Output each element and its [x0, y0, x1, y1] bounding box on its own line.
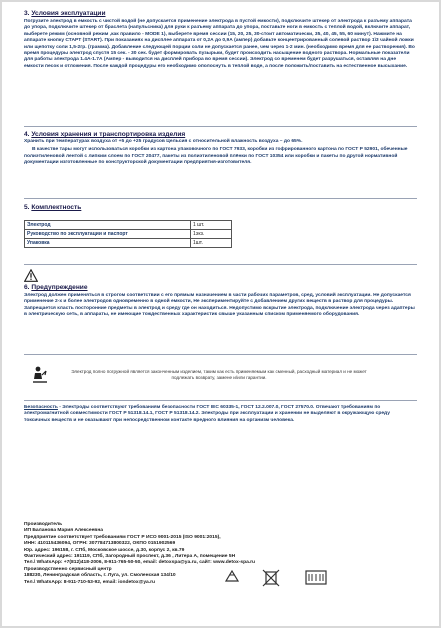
divider [24, 126, 417, 127]
service-center-title: Производственно сервисный центр [24, 566, 112, 572]
divider [24, 400, 417, 401]
disposal-note: Электрод полно погружной является законченным изделием, таким как есть применяемым как сменный, расходный материал и не может подлежать возврату, замене и/или гарантии. [71, 369, 367, 380]
section-storage-transport [24, 131, 417, 167]
section-6-text: Электрод должен применяться в строгом соответствии с его прямым назначением в части рабочих параметров, сред, условий эксплуатации. Не допускается применение 2-х и более электродов одновременно в одной емкости, Не экспериментируйте с добавлением других веществ в раствор для процедуры. Запрещается класть посторонние предметы в электрод и среду где он находиться. Недопустимо вскрытие электрода, подключение электрода через адаптеры в электрическую сеть, в аппараты, не имеющие тождественных характеристик свыше указанным списком применяемого оборудования. [24, 293, 415, 318]
table-cell-item: Руководство по эксплуатации и паспорт [25, 230, 191, 239]
eac-mark-icon [306, 571, 326, 584]
divider [24, 264, 417, 265]
manufacturer-contacts: Тел.\ WhatsApp: +7(812)418-2006, 8-911-765-50-50, email: detoxspa@ya.ru, сайт: www.detox-spa.ru [24, 560, 256, 566]
table-cell-item: Электрод [25, 221, 191, 230]
table-row [25, 221, 232, 230]
manufacturer-certs: Предприятие соответствует требованиям ГОСТ Р ИСО 9001-2015 (ISO 9001:2015), [24, 534, 221, 540]
service-center-contacts: Тел.\ WhatsApp: 8-911-710-53-92, email: iondetox@ya.ru [24, 579, 156, 585]
table-cell-item: Упаковка [25, 239, 191, 248]
table-cell-qty: 1 шт. [191, 221, 232, 230]
section-warning [24, 284, 417, 319]
section-4-heading [24, 131, 417, 138]
section-4-number: 4. [24, 131, 30, 138]
section-6-number: 6. [24, 284, 30, 291]
section-3-heading [24, 10, 417, 17]
certification-marks [214, 567, 334, 589]
divider [24, 354, 417, 355]
table-row [25, 230, 232, 239]
table-row [25, 239, 232, 248]
crossed-bin-icon [263, 570, 279, 586]
safety-label: Безопасность [24, 405, 58, 410]
safety-paragraph [24, 405, 417, 424]
section-6-title: Предупреждение [31, 284, 88, 291]
table-cell-qty: 1экз. [191, 230, 232, 239]
manufacturer-name: ИП Баланова Мария Алексеевна [24, 528, 103, 534]
section-5-number: 5. [24, 204, 30, 211]
section-5-title: Комплектность [31, 204, 82, 211]
section-4-title: Условия хранения и транспортировка изделия [31, 131, 186, 138]
manufacturer-legal-address: Юр. адрес: 196158, г. СПб, Московское шоссе, д.30, корпус 2, кв.79 [24, 547, 185, 553]
table-cell-qty: 1шт. [191, 239, 232, 248]
section-3-text: Погрузите электрод в емкость с чистой водой (не допускается применение электрода в пустой емкости), подключите штекер от электрода к разъему аппарата до упора, подключите штекер от браслета (напульсника) для руки к разъему аппарата до упора, поставьте ноги в емкость с теплой водой, включите аппарат, выберете режим (основной режим ,как правило - MODE 1), выберете время сессии (15, 20, 25, 30-стоит автоматически, 35, 40, 45, 55, 60 минут). Нажмите на аппарате кнопку СТАРТ (START). При показаниях на дисплее аппарата от 0,2А до 0,9А (ампер) добавьте концентрированный солевой раствор 1\3 чайной ложки или щепотку соли 1,5-2гр. (грамма). Добавление следующей порции соли не допускается ранее, чем через 1-2 мин. (необходимо время для ее растворения). Во время процедуры электрод спустя 15 сек. - 30 сек. будет формировать пузырьки, будет происходить насыщение водного раствора. Нормальные показатели для работы электрода 1.4А-1.7А (Ампер - выводится на дисплей прибора во время сессии). Электрод со временем будет разрушаться, оставляя на дне емкости песок и отложения. После каждой процедуры его необходимо ополоснуть в теплой воде, а после положить/поставить на естественное высыхание. [24, 19, 415, 69]
section-safety [24, 405, 417, 424]
manufacturer-actual-address: Фактический адрес: 191119, СПб, Загородный проспект, д.36 , Литера А, помещение 5Н [24, 554, 236, 560]
manufacturer-title: Производитель [24, 522, 63, 527]
section-4-text-2: В качестве тары могут использоваться коробки из картона упаковочного по ГОСТ 7933, коробки из гофрированного картона по ГОСТ Р 52901, обеченные полиэтиленовой лентой с липким слоем по ГОСТ 20477, пакеты из полиэтиленовой плёнки по ГОСТ 10354 или коробки и пакеты по другой нормативной документации изготовленные по конструкторской документации предприятия-изготовителя. [24, 147, 408, 166]
section-6-heading [24, 284, 417, 291]
warning-triangle-icon [24, 269, 38, 282]
section-3-number: 3. [24, 10, 30, 17]
safety-text: - Электроды соответствуют требованиям безопасности ГОСТ IEC 60335-1, ГОСТ 12.2.007.0, ГОСТ 27570.0. Отвечают требованиям по электромагнитной совместимости ГОСТ Р 51318.14.1, ГОСТ Р 51318.14.2. Электроды при эксплуатации и хранении не выделяют в окружающую среду токсичных веществ и не оказывают при непосредственном контакте вредного влияния на организм человека. [24, 405, 390, 423]
completeness-table [24, 220, 232, 248]
manufacturer-ids: ИНН: 410115436094, ОГРН: 307784713800322, ОКПО 0151902569 [24, 541, 176, 547]
section-completeness [24, 204, 417, 211]
section-operating-conditions [24, 10, 417, 70]
section-3-title: Условия эксплуатации [31, 10, 106, 17]
section-4-text-1: Хранить при температурах воздуха от +5 до +25 градусов Цельсия с относительной влажность воздуха – до 65%. [24, 139, 303, 144]
divider [24, 198, 417, 199]
recycle-icon [226, 571, 238, 581]
service-center-address: 188230, Ленинградская область, г. Луга, ул. Смоленская 134/10 [24, 573, 176, 579]
document-page [2, 2, 439, 626]
section-5-heading [24, 204, 417, 211]
person-bin-icon [30, 365, 50, 385]
